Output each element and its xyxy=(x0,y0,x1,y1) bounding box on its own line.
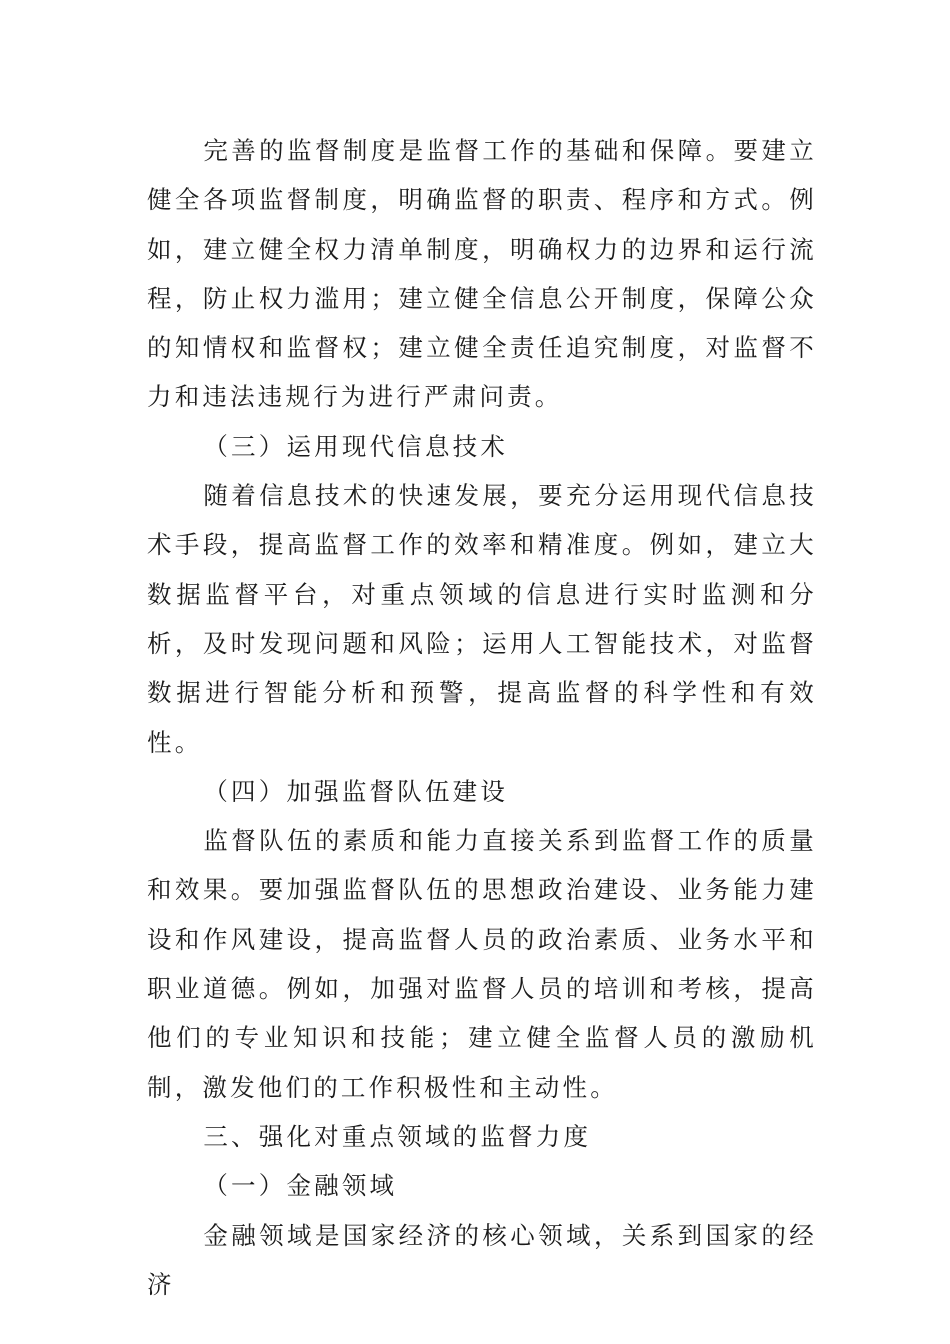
paragraph-supervision-system: 完善的监督制度是监督工作的基础和保障。要建立健全各项监督制度，明确监督的职责、程序和方式。例如，建立健全权力清单制度，明确权力的边界和运行流程，防止权力滥用；建立健全信息公开制度，保障公众的知情权和监督权；建立健全责任追究制度，对监督不力和违法违规行为进行严肃问责。 xyxy=(147,136,817,412)
section-heading-1-finance: （一）金融领域 xyxy=(203,1171,398,1201)
document-body xyxy=(147,126,817,1309)
paragraph-supervision-team: 监督队伍的素质和能力直接关系到监督工作的质量和效果。要加强监督队伍的思想政治建设、业务能力建设和作风建设，提高监督人员的政治素质、业务水平和职业道德。例如，加强对监督人员的培训和考核，提高他们的专业知识和技能；建立健全监督人员的激励机制，激发他们的工作积极性和主动性。 xyxy=(147,826,817,1102)
paragraph-information-technology: 随着信息技术的快速发展，要充分运用现代信息技术手段，提高监督工作的效率和精准度。例如，建立大数据监督平台，对重点领域的信息进行实时监测和分析，及时发现问题和风险；运用人工智能技术，对监督数据进行智能分析和预警，提高监督的科学性和有效性。 xyxy=(147,481,817,757)
section-heading-3-information-technology: （三）运用现代信息技术 xyxy=(203,431,509,461)
paragraph-finance: 金融领域是国家经济的核心领域，关系到国家的经济 xyxy=(147,1220,817,1299)
chapter-heading-key-areas: 三、强化对重点领域的监督力度 xyxy=(203,1121,592,1151)
section-heading-4-supervision-team: （四）加强监督队伍建设 xyxy=(203,776,509,806)
